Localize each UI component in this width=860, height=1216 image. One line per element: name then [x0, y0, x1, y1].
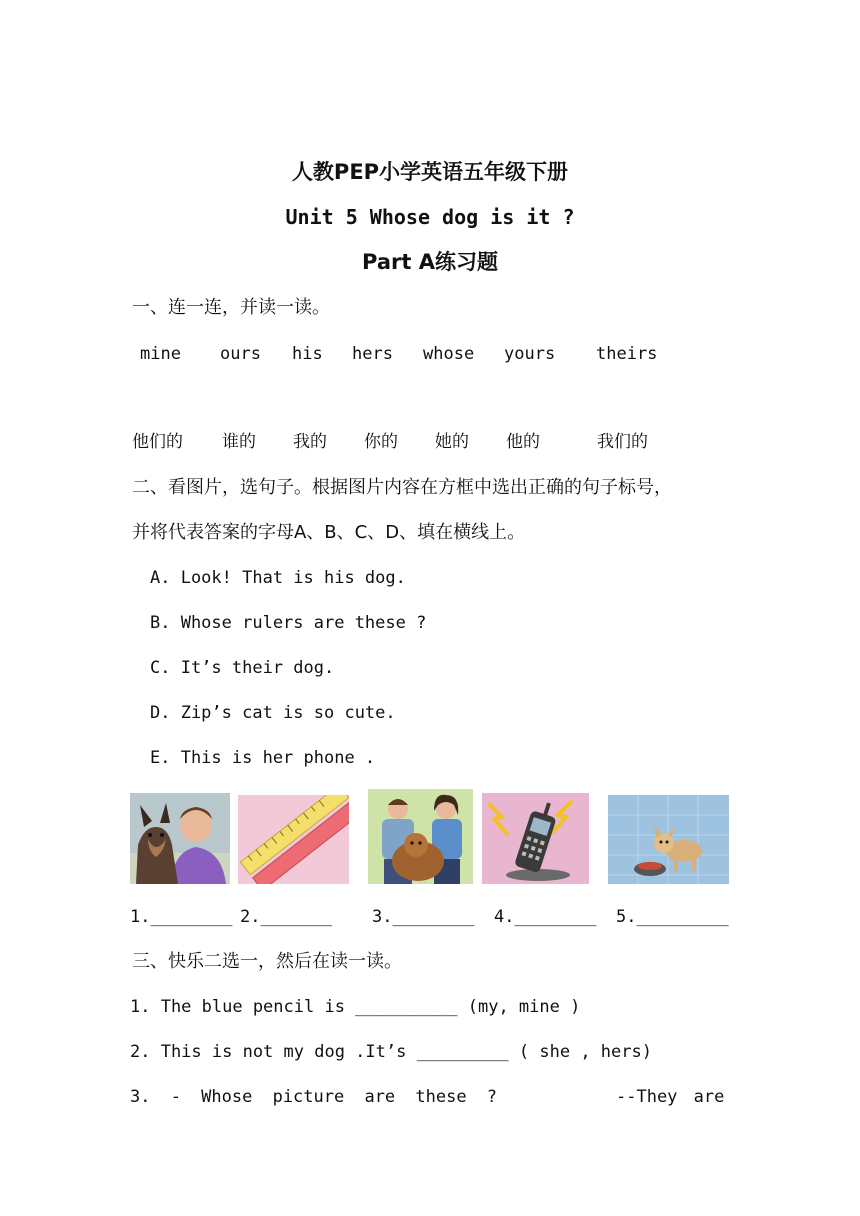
question-2: 2. This is not my dog .It’s _________ ( she , hers) — [130, 1042, 652, 1062]
answer-blank-1[interactable]: 1.________ — [130, 907, 233, 927]
answer-blank-2[interactable]: 2._______ — [240, 907, 333, 927]
answer-blank-4[interactable]: 4.________ — [494, 907, 597, 927]
english-word: whose — [423, 344, 475, 364]
chinese-word: 她的 — [435, 432, 469, 452]
chinese-word: 他的 — [506, 432, 540, 452]
section1-heading: 一、连一连，并读一读。 — [132, 297, 330, 318]
document-title: 人教PEP小学英语五年级下册 — [291, 160, 569, 184]
unit-title: Unit 5 Whose dog is it ? — [285, 205, 575, 229]
couple-with-dog-picture — [368, 789, 473, 884]
chinese-word: 我们的 — [597, 432, 648, 452]
answer-blank-3[interactable]: 3.________ — [372, 907, 475, 927]
section3-heading: 三、快乐二选一，然后在读一读。 — [132, 951, 402, 972]
question-1: 1. The blue pencil is __________ (my, mine ) — [130, 997, 581, 1017]
english-word: yours — [504, 344, 556, 364]
english-word: his — [292, 344, 323, 364]
english-word: theirs — [596, 344, 658, 364]
part-title: Part A练习题 — [362, 250, 498, 274]
dog-eating-picture — [608, 795, 729, 884]
english-word: hers — [352, 344, 393, 364]
english-word: mine — [140, 344, 181, 364]
dog-and-boy-picture — [130, 793, 230, 884]
option-c: C. It’s their dog. — [150, 658, 335, 678]
question-3: 3. - Whose picture are these ? — [130, 1087, 498, 1107]
rulers-picture — [238, 795, 349, 884]
option-b: B. Whose rulers are these ? — [150, 613, 427, 633]
section2-heading: 二、看图片，选句子。根据图片内容在方框中选出正确的句子标号， — [132, 477, 672, 498]
answer-blank-5[interactable]: 5._________ — [616, 907, 729, 927]
question-3-answer-prompt: --They are — [616, 1087, 725, 1107]
option-d: D. Zip’s cat is so cute. — [150, 703, 396, 723]
option-a: A. Look! That is his dog. — [150, 568, 406, 588]
chinese-word: 他们的 — [132, 432, 183, 452]
english-word: ours — [220, 344, 261, 364]
option-e: E. This is her phone . — [150, 748, 376, 768]
phone-picture — [482, 793, 589, 884]
chinese-word: 你的 — [364, 432, 398, 452]
chinese-word: 谁的 — [222, 432, 256, 452]
chinese-word: 我的 — [293, 432, 327, 452]
section2-heading-cont: 并将代表答案的字母A、B、C、D、填在横线上。 — [132, 522, 526, 543]
